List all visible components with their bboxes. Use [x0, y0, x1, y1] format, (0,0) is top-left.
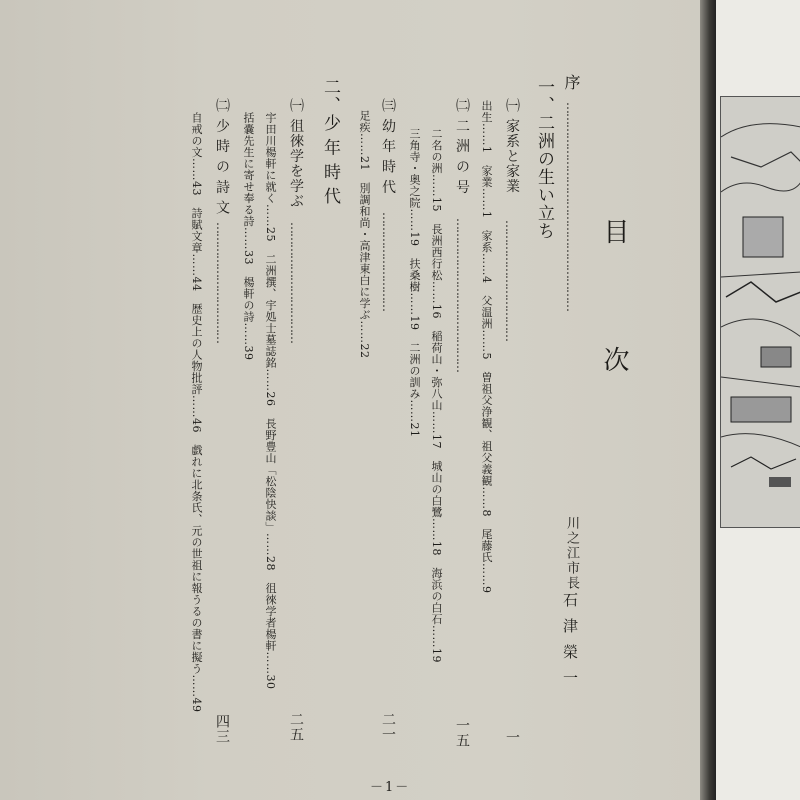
section-2-1-entries-line-1: 宇田川楊軒に就く……25 二洲撰、宇処士墓誌銘……26 長野豊山「松陰快談」……28 徂徠学者楊軒……30 [264, 112, 277, 690]
page-number: －1－ [370, 780, 411, 795]
section-1-3-page: 二一 [380, 712, 396, 742]
section-1-1-heading: ㈠ 家系と家業 [504, 98, 520, 194]
section-1-2-heading: ㈡ 二 洲 の 号 [454, 98, 470, 195]
section-2-2-entries: 自戒の文……43 詩賦文章……44 歴史上の人物批評……46 戯れに北条氏、元の世祖に報うるの書に擬う……49 [190, 112, 203, 713]
section-1-3-entries: 足疾……21 別調和尚・高津東白に学ぶ……22 [358, 110, 371, 359]
chapter-1-heading: 一、二洲の生い立ち [534, 78, 554, 240]
preface-author-role: 川之江市長 [564, 516, 579, 591]
page-title: 目 次 [599, 218, 629, 410]
section-1-3-heading: ㈢ 幼 年 時 代 [380, 98, 396, 195]
section-2-1-entries-line-2: 括嚢先生に寄せ奉る詩……33 楊軒の詩……39 [242, 112, 255, 361]
chapter-2-heading: 二、少 年 時 代 [320, 78, 340, 206]
landscape-illustration [720, 96, 800, 528]
section-1-1-entries: 出生……1 家業……1 家系……4 父温洲……5 曽祖父浄観、祖父義観……8 尾藤氏……9 [480, 100, 493, 594]
section-2-2-page: 四三 [214, 714, 230, 744]
section-2-2-heading: ㈡ 少 時 の 詩 文 [214, 98, 230, 216]
section-1-1-leader: …………………………… [503, 220, 517, 341]
section-1-1-page: 一 [504, 730, 520, 745]
section-1-3-leader: ……………………… [380, 212, 394, 311]
section-1-2-entries-line-1: 二名の洲……15 長洲西行松……16 稲荷山・弥八山……17 城山の白鷺……18 海浜の白石……19 [430, 128, 443, 663]
book-gutter [700, 0, 716, 800]
section-2-1-heading: ㈠ 徂徠学を学ぶ [288, 98, 304, 209]
preface-leader: ………………………………………………… [564, 102, 578, 311]
preface-author-name: 石津榮一 [561, 592, 579, 696]
section-1-2-page: 一五 [454, 718, 470, 748]
section-2-1-page: 二五 [288, 712, 304, 742]
section-1-2-leader: …………………………………… [454, 218, 468, 372]
section-1-2-entries-line-2: 三角寺・奥之院……19 扶桑樹……19 二洲の訓み……21 [408, 128, 421, 438]
section-2-2-leader: …………………………… [214, 222, 228, 343]
section-2-1-leader: …………………………… [288, 222, 302, 343]
preface-label: 序 [562, 74, 581, 90]
